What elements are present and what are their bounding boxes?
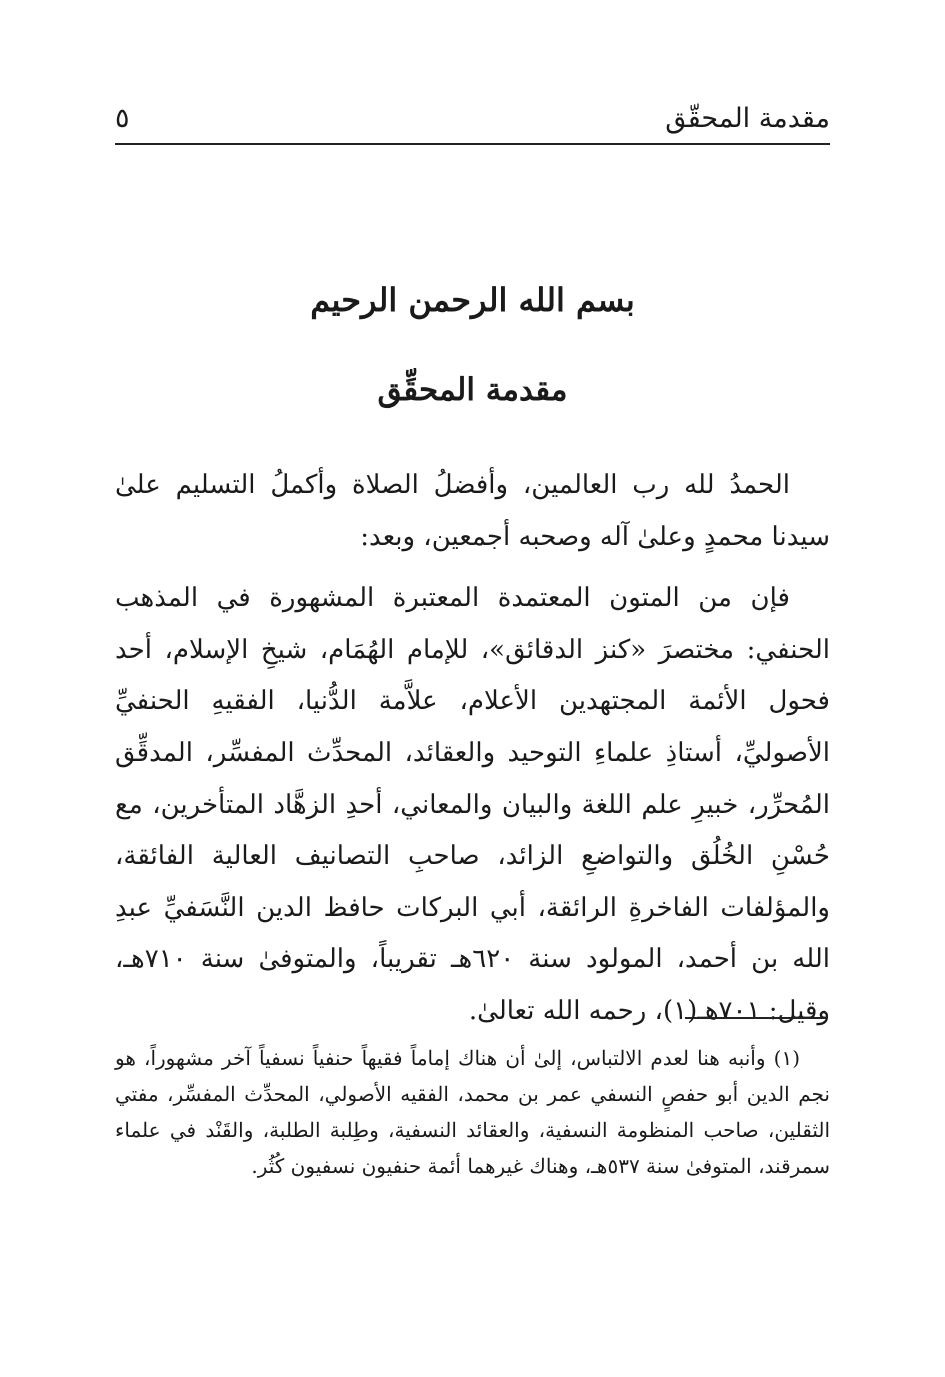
- footnote-text: (١) وأنبه هنا لعدم الالتباس، إلىٰ أن هناك إماماً فقيهاً حنفياً نسفياً آخر مشهوراً، هو نجم الدين أبو حفصٍ النسفي عمر بن محمد، الفقيه الأصولي، المحدِّث المفسِّر، مفتي الثقلين، صاحب المنظومة النسفية، والعقائد النسفية، وطِلبة الطلبة، والقَنْد في علماء سمرقند، المتوفىٰ سنة ٥٣٧هـ، وهناك غيرهما أئمة حنفيون نسفيون كُثُر.: [115, 1046, 830, 1178]
- body-paragraph: فإن من المتون المعتمدة المعتبرة المشهورة في المذهب الحنفي: مختصرَ «كنز الدقائق»، للإمام الهُمَام، شيخِ الإسلام، أحد فحول الأئمة المجتهدين الأعلام، علاَّمة الدُّنيا، الفقيهِ الحنفيِّ الأصوليِّ، أستاذِ علماءِ التوحيد والعقائد، المحدِّث المفسِّر، المدقِّق المُحرِّر، خبيرِ علم اللغة والبيان والمعاني، أحدِ الزهَّاد المتأخرين، مع حُسْنِ الخُلُق والتواضعِ الزائد، صاحبِ التصانيف العالية الفائقة، والمؤلفات الفاخرةِ الرائقة، أبي البركات حافظ الدين النَّسَفيِّ عبدِ الله بن أحمد، المولود سنة ٦٢٠هـ تقريباً، والمتوفىٰ سنة ٧١٠هـ، وقيل: ٧٠١هـ(١)، رحمه الله تعالىٰ.: [115, 583, 830, 1026]
- header-rule: [115, 143, 830, 145]
- section-heading: مقدمة المحقِّق: [377, 372, 568, 408]
- page-number: ٥: [115, 103, 130, 134]
- body-text: [115, 460, 830, 1048]
- running-header: [115, 98, 830, 140]
- basmala-heading: بسم الله الرحمن الرحيم: [310, 281, 635, 319]
- running-header-title: مقدمة المحقّق: [665, 103, 830, 134]
- body-paragraph: الحمدُ لله رب العالمين، وأفضلُ الصلاة وأكملُ التسليم علىٰ سيدنا محمدٍ وعلىٰ آله وصحبه أجمعين، وبعد:: [115, 470, 830, 552]
- footnote: [115, 1040, 830, 1184]
- footnote-rule: [685, 1017, 827, 1019]
